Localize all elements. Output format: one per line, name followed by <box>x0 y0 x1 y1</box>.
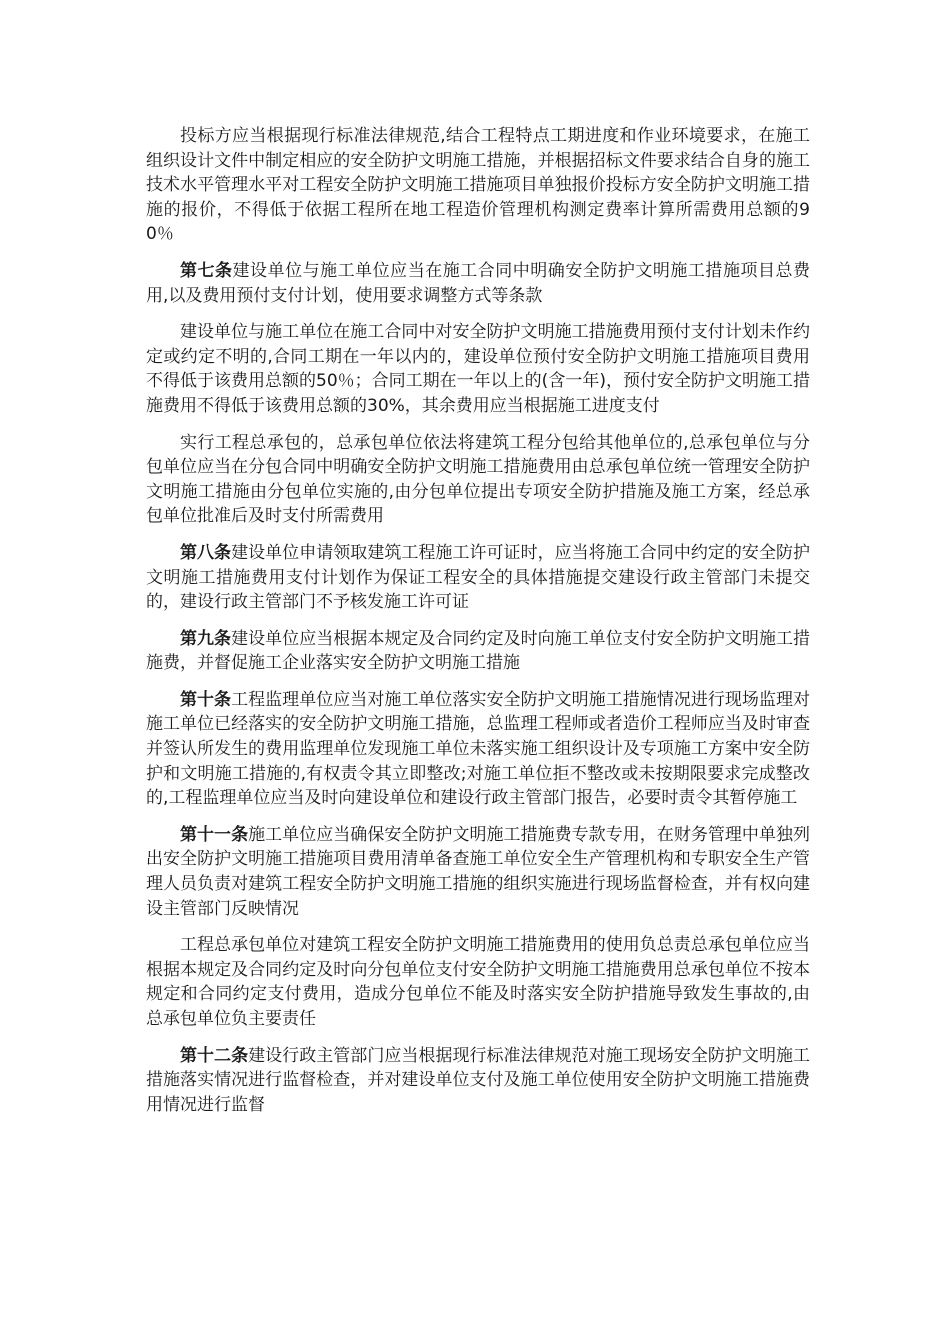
article-12 <box>146 1044 810 1118</box>
article-number: 第十一条 <box>180 824 249 845</box>
article-10 <box>146 688 810 811</box>
document-page <box>146 124 810 1129</box>
article-9 <box>146 627 810 676</box>
paragraph-text: 施工单位应当确保安全防护文明施工措施费专款专用，在财务管理中单独列出安全防护文明施工措施项目费用清单备查施工单位安全生产管理机构和专职安全生产管理人员负责对建筑工程安全防护文明施工措施的组织实施进行现场监督检查，并有权向建设主管部门反映情况 <box>146 824 811 919</box>
paragraph-text: 建设行政主管部门应当根据现行标准法律规范对施工现场安全防护文明施工措施落实情况进行监督检查，并对建设单位支付及施工单位使用安全防护文明施工措施费用情况进行监督 <box>146 1045 811 1115</box>
article-11 <box>146 823 810 921</box>
paragraph-text: 投标方应当根据现行标准法律规范,结合工程特点工期进度和作业环境要求，在施工组织设计文件中制定相应的安全防护文明施工措施，并根据招标文件要求结合自身的施工技术水平管理水平对工程安全防护文明施工措施项目单独报价投标方安全防护文明施工措施的报价，不得低于依据工程所在地工程造价管理机构测定费率计算所需费用总额的90％ <box>146 126 810 245</box>
paragraph-text: 建设单位应当根据本规定及合同约定及时向施工单位支付安全防护文明施工措施费，并督促施工企业落实安全防护文明施工措施 <box>146 628 811 674</box>
article-8 <box>146 541 810 615</box>
article-number: 第八条 <box>180 542 232 563</box>
paragraph-text: 建设单位申请领取建筑工程施工许可证时，应当将施工合同中约定的安全防护文明施工措施费用支付计划作为保证工程安全的具体措施提交建设行政主管部门未提交的，建设行政主管部门不予核发施工许可证 <box>146 542 811 613</box>
article-number: 第七条 <box>180 260 233 281</box>
paragraph-prepayment <box>146 320 810 418</box>
paragraph-general-contractor-duty <box>146 933 810 1031</box>
paragraph-text: 工程监理单位应当对施工单位落实安全防护文明施工措施情况进行现场监理对施工单位已经落实的安全防护文明施工措施，总监理工程师或者造价工程师应当及时审查并签认所发生的费用监理单位发现施工单位未落实施工组织设计及专项施工方案中安全防护和文明施工措施的,有权责令其立即整改;对施工单位拒不整改或未按期限要求完成整改的,工程监理单位应当及时向建设单位和建设行政主管部门报告，必要时责令其暂停施工 <box>146 689 811 809</box>
paragraph-text: 工程总承包单位对建筑工程安全防护文明施工措施费用的使用负总责总承包单位应当根据本规定及合同约定及时向分包单位支付安全防护文明施工措施费用总承包单位不按本规定和合同约定支付费用，造成分包单位不能及时落实安全防护措施导致发生事故的,由总承包单位负主要责任 <box>146 935 810 1029</box>
article-number: 第十条 <box>180 689 232 710</box>
paragraph-text: 建设单位与施工单位应当在施工合同中明确安全防护文明施工措施项目总费用,以及费用预付支付计划，使用要求调整方式等条款 <box>146 260 811 306</box>
article-number: 第十二条 <box>180 1045 249 1066</box>
paragraph-general-contracting <box>146 431 810 529</box>
paragraph-bid-price <box>146 124 810 247</box>
article-number: 第九条 <box>180 628 232 649</box>
article-7 <box>146 259 810 308</box>
paragraph-text: 实行工程总承包的，总承包单位依法将建筑工程分包给其他单位的,总承包单位与分包单位应当在分包合同中明确安全防护文明施工措施费用由总承包单位统一管理安全防护文明施工措施由分包单位实施的,由分包单位提出专项安全防护措施及施工方案，经总承包单位批准后及时支付所需费用 <box>146 432 810 527</box>
paragraph-text: 建设单位与施工单位在施工合同中对安全防护文明施工措施费用预付支付计划未作约定或约定不明的,合同工期在一年以内的，建设单位预付安全防护文明施工措施项目费用不得低于该费用总额的50％；合同工期在一年以上的(含一年)，预付安全防护文明施工措施费用不得低于该费用总额的30%，其余费用应当根据施工进度支付 <box>146 322 810 416</box>
